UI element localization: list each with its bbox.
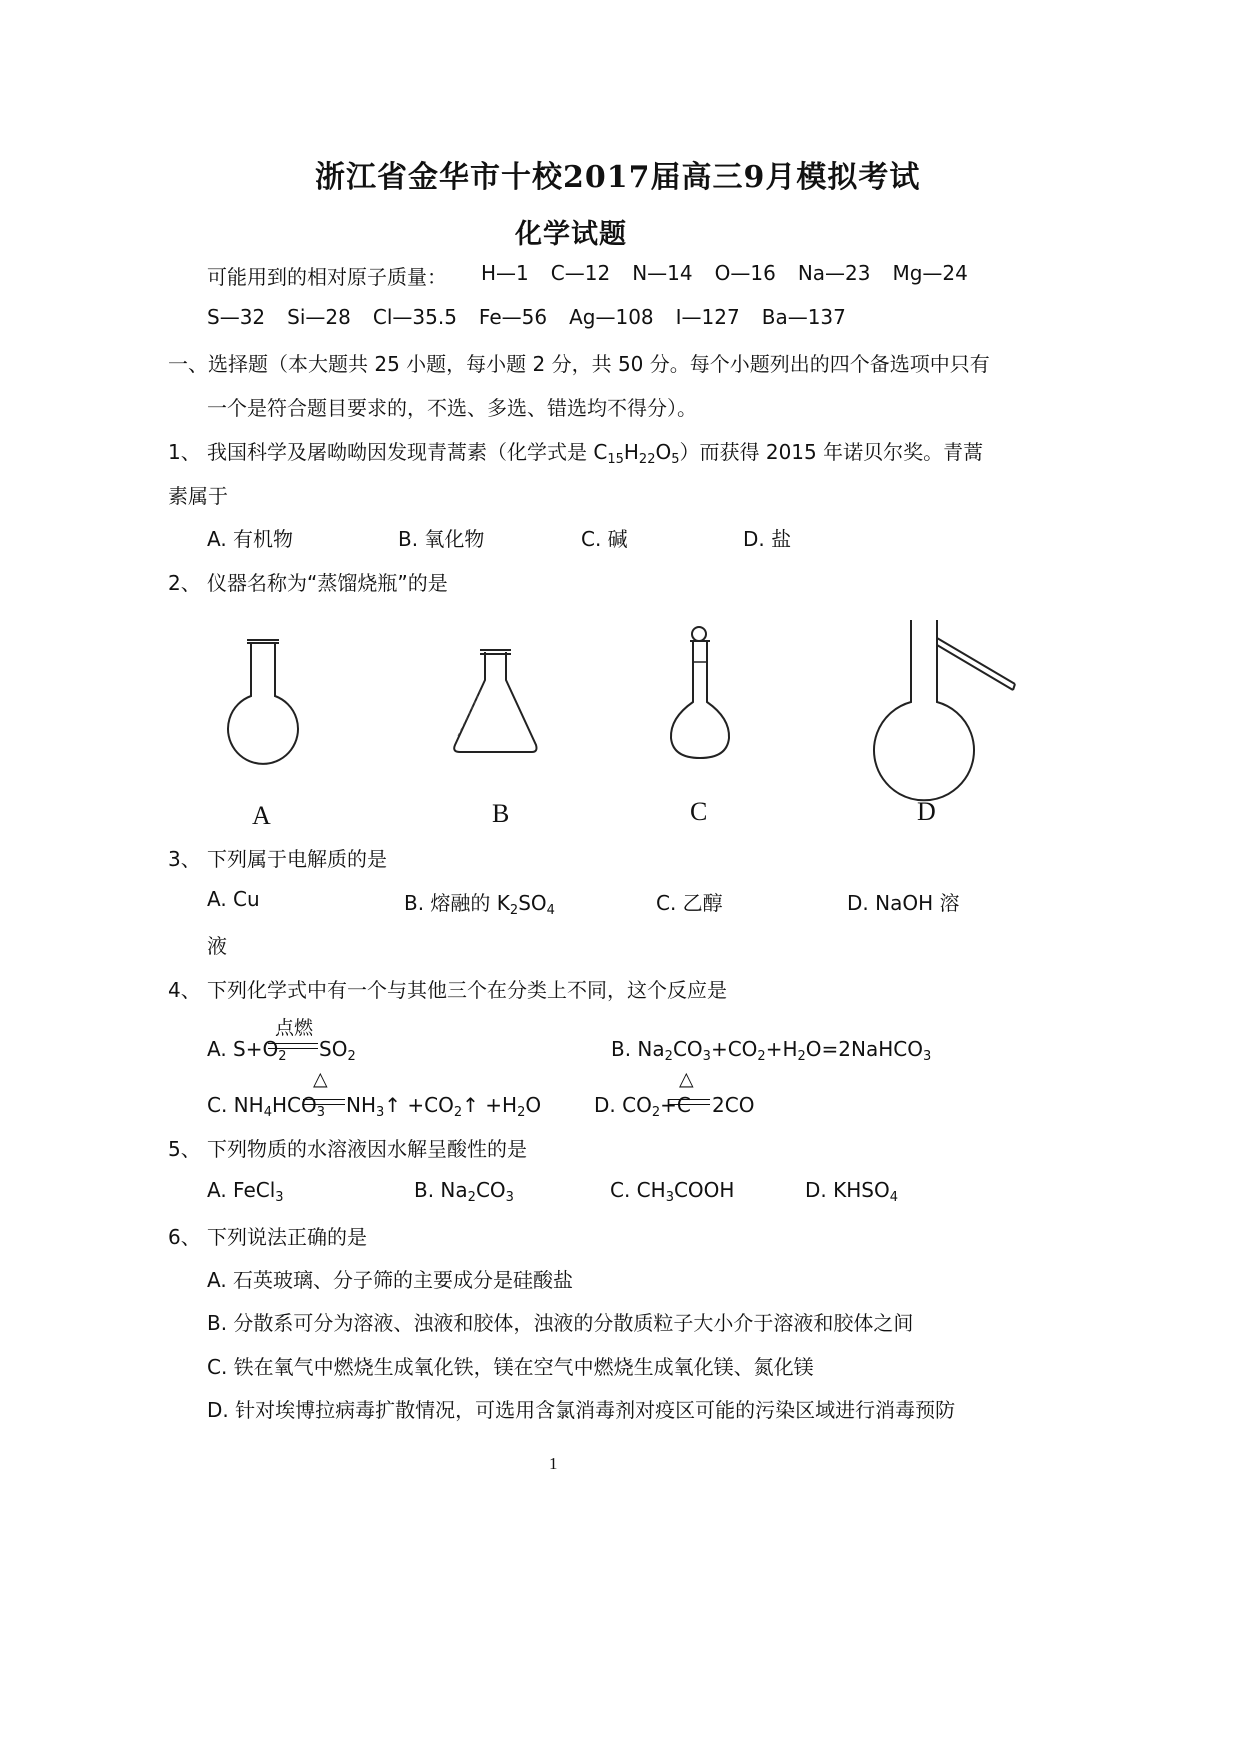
subscript: 2 <box>453 1105 463 1120</box>
formula-part: SO <box>319 1037 348 1061</box>
subscript: 3 <box>376 1105 385 1120</box>
option-4d-right: 2CO <box>712 1093 755 1117</box>
conical-flask-icon <box>454 650 536 752</box>
formula-part: HCO <box>271 1093 317 1117</box>
formula-part: ↑ +H <box>462 1093 518 1117</box>
page-number: 1 <box>549 1454 558 1473</box>
subscript: 4 <box>889 1190 898 1205</box>
atomic-mass: Fe—56 <box>478 305 548 329</box>
question-1-stem-b: ）而获得 2015 年诺贝尔奖。青蒿 <box>679 440 984 464</box>
option-3d: D. NaOH 溶 <box>847 891 960 915</box>
option-5b <box>414 1178 514 1205</box>
formula-part: +H <box>765 1037 798 1061</box>
subscript: 3 <box>922 1049 932 1064</box>
figure-label-b: B <box>492 799 510 828</box>
formula-part: NH <box>346 1093 376 1117</box>
option-6c: C. 铁在氧气中燃烧生成氧化铁，镁在空气中燃烧生成氧化镁、氮化镁 <box>207 1355 814 1379</box>
question-4-stem: 下列化学式中有一个与其他三个在分类上不同，这个反应是 <box>207 978 727 1002</box>
subscript: 3 <box>665 1190 674 1205</box>
question-3-stem: 下列属于电解质的是 <box>207 847 387 871</box>
figure-label-c: C <box>690 797 708 826</box>
formula-part: +C <box>660 1093 691 1117</box>
volumetric-flask-icon <box>671 627 729 758</box>
double-line <box>268 1043 318 1049</box>
atomic-mass: Mg—24 <box>892 261 968 285</box>
atomic-mass: I—127 <box>675 305 740 329</box>
option-3d-continued: 液 <box>207 934 227 958</box>
option-6a: A. 石英玻璃、分子筛的主要成分是硅酸盐 <box>207 1268 574 1292</box>
subscript: 5 <box>671 452 680 467</box>
option-6d: D. 针对埃博拉病毒扩散情况，可选用含氯消毒剂对疫区可能的污染区域进行消毒预防 <box>207 1398 956 1422</box>
formula-part: A. FeCl <box>207 1178 276 1202</box>
subscript: 2 <box>651 1105 661 1120</box>
condition-heat: △ <box>313 1068 328 1090</box>
question-1-stem <box>207 436 983 465</box>
formula-part: O=2NaHCO <box>805 1037 923 1061</box>
round-bottom-flask-icon <box>228 640 298 764</box>
atomic-mass: C—12 <box>550 261 611 285</box>
option-5c <box>610 1178 735 1205</box>
question-number-4: 4、 <box>168 978 201 1002</box>
atomic-mass-row-1 <box>481 261 990 285</box>
subscript: 2 <box>509 903 519 918</box>
subscript: 2 <box>517 1105 526 1120</box>
option-1a: A. 有机物 <box>207 527 294 551</box>
option-4d-left <box>594 1093 691 1120</box>
subscript: 4 <box>546 903 555 918</box>
formula-part: SO <box>518 891 547 915</box>
option-6b: B. 分散系可分为溶液、浊液和胶体，浊液的分散质粒子大小介于溶液和胶体之间 <box>207 1311 914 1335</box>
subscript: 3 <box>316 1105 325 1120</box>
condition-ignite: 点燃 <box>275 1017 314 1039</box>
formula-part: D. CO <box>594 1093 652 1117</box>
option-4a-left <box>207 1037 287 1064</box>
apparatus-figure <box>200 610 1040 840</box>
option-4b <box>611 1037 932 1064</box>
question-1-stem-continued: 素属于 <box>168 484 228 508</box>
atomic-mass: N—14 <box>632 261 693 285</box>
formula-part: B. Na <box>414 1178 468 1202</box>
option-1b: B. 氧化物 <box>398 527 485 551</box>
page-title: 浙江省金华市十校2017届高三9月模拟考试 <box>315 160 921 195</box>
formula-part: B. Na <box>611 1037 665 1061</box>
condition-heat: △ <box>679 1068 694 1090</box>
option-3b <box>404 887 555 916</box>
formula-part: COOH <box>673 1178 735 1202</box>
atomic-mass: Na—23 <box>797 261 871 285</box>
question-2-stem: 仪器名称为“蒸馏烧瓶”的是 <box>207 571 448 595</box>
question-5-stem: 下列物质的水溶液因水解呈酸性的是 <box>207 1137 527 1161</box>
distillation-flask-icon <box>874 620 1015 800</box>
formula-part: O <box>655 440 672 464</box>
subscript: 4 <box>263 1105 272 1120</box>
option-3a: A. Cu <box>207 887 260 911</box>
atomic-mass: Ba—137 <box>761 305 846 329</box>
formula-part: CO <box>475 1178 506 1202</box>
section-heading-line-2: 一个是符合题目要求的，不选、多选、错选均不得分）。 <box>207 396 697 420</box>
subscript: 2 <box>347 1049 356 1064</box>
atomic-mass: S—32 <box>207 305 266 329</box>
double-line <box>303 1099 345 1105</box>
atomic-mass: Si—28 <box>287 305 351 329</box>
formula-part: D. KHSO <box>805 1178 890 1202</box>
figure-label-a: A <box>252 801 271 830</box>
option-4a-right <box>319 1037 356 1064</box>
subscript: 3 <box>505 1190 514 1205</box>
subscript: 2 <box>797 1049 806 1064</box>
option-5a <box>207 1178 284 1205</box>
section-heading-line-1: 一、选择题（本大题共 25 小题，每小题 2 分，共 50 分。每个小题列出的四个备选项中只有 <box>168 352 990 376</box>
question-number-6: 6、 <box>168 1225 201 1249</box>
question-number-1: 1、 <box>168 440 201 464</box>
formula-part: ↑ +CO <box>384 1093 454 1117</box>
question-1-stem-a: 我国科学及屠呦呦因发现青蒿素（化学式是 C <box>207 440 608 464</box>
option-3c: C. 乙醇 <box>656 891 723 915</box>
atomic-mass: Ag—108 <box>569 305 654 329</box>
subscript: 2 <box>757 1049 766 1064</box>
double-line <box>668 1099 710 1105</box>
option-4c-right <box>346 1093 542 1120</box>
subscript: 2 <box>664 1049 673 1064</box>
subscript: 3 <box>702 1049 711 1064</box>
formula-part: CO <box>672 1037 703 1061</box>
formula-part: A. S+O <box>207 1037 279 1061</box>
atomic-mass-label: 可能用到的相对原子质量： <box>207 265 447 289</box>
option-4c-left <box>207 1093 325 1120</box>
subscript: 2 <box>467 1190 476 1205</box>
option-5d <box>805 1178 898 1205</box>
subscript: 22 <box>638 452 656 467</box>
page-subtitle: 化学试题 <box>515 219 627 250</box>
question-number-3: 3、 <box>168 847 201 871</box>
atomic-mass: O—16 <box>714 261 776 285</box>
atomic-mass: Cl—35.5 <box>372 305 457 329</box>
option-3b-text: B. 熔融的 K <box>404 891 510 915</box>
question-number-2: 2、 <box>168 571 201 595</box>
question-number-5: 5、 <box>168 1137 201 1161</box>
formula-part: C. CH <box>610 1178 666 1202</box>
formula-part: C. NH <box>207 1093 264 1117</box>
question-6-stem: 下列说法正确的是 <box>207 1225 367 1249</box>
atomic-mass-row-2 <box>207 305 868 329</box>
formula-part: O <box>525 1093 542 1117</box>
subscript: 2 <box>278 1049 287 1064</box>
option-1d: D. 盐 <box>743 527 792 551</box>
figure-label-d: D <box>917 797 936 826</box>
subscript: 3 <box>275 1190 284 1205</box>
atomic-mass: H—1 <box>481 261 529 285</box>
formula-part: +CO <box>710 1037 758 1061</box>
formula-part: H <box>623 440 639 464</box>
option-1c: C. 碱 <box>581 527 628 551</box>
subscript: 15 <box>607 452 624 467</box>
